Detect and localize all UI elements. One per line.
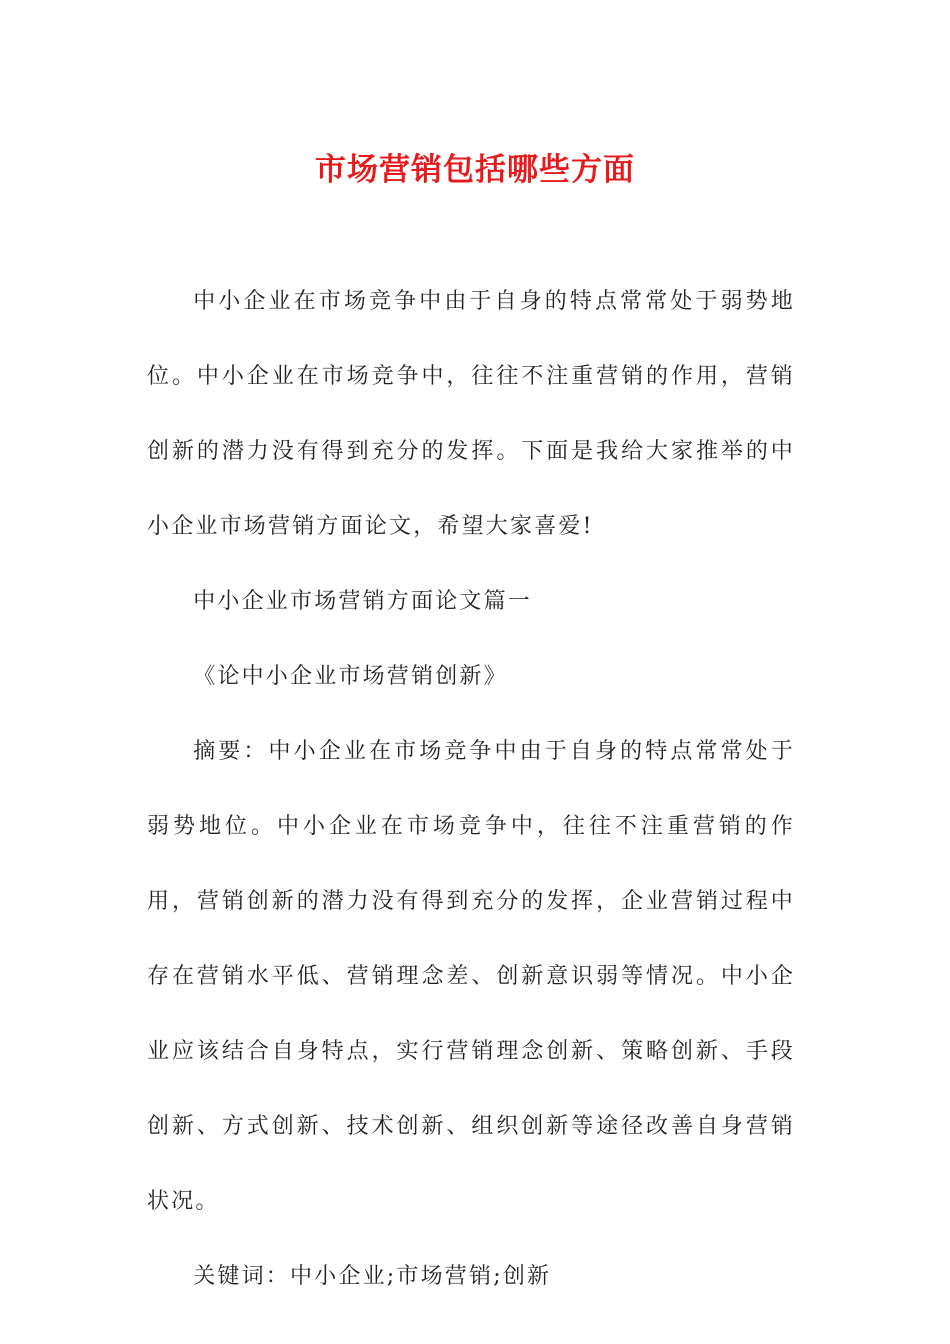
abstract-paragraph: 摘要：中小企业在市场竞争中由于自身的特点常常处于弱势地位。中小企业在市场竞争中，往往不注重营销的作用，营销创新的潜力没有得到充分的发挥，企业营销过程中存在营销水平低、营销理念差、创新意识弱等情况。中小企业应该结合自身特点，实行营销理念创新、策略创新、手段创新、方式创新、技术创新、组织创新等途径改善自身营销状况。 (147, 739, 795, 1214)
intro-paragraph: 中小企业在市场竞争中由于自身的特点常常处于弱势地位。中小企业在市场竞争中，往往不注重营销的作用，营销创新的潜力没有得到充分的发挥。下面是我给大家推举的中小企业市场营销方面论文，希望大家喜爱! (147, 289, 795, 539)
document-body (147, 264, 795, 1314)
page-title: 市场营销包括哪些方面 (315, 152, 635, 188)
keywords-paragraph: 关键词：中小企业;市场营销;创新 (193, 1264, 552, 1289)
article-title: 《论中小企业市场营销创新》 (193, 664, 508, 689)
section-heading: 中小企业市场营销方面论文篇一 (193, 589, 532, 614)
